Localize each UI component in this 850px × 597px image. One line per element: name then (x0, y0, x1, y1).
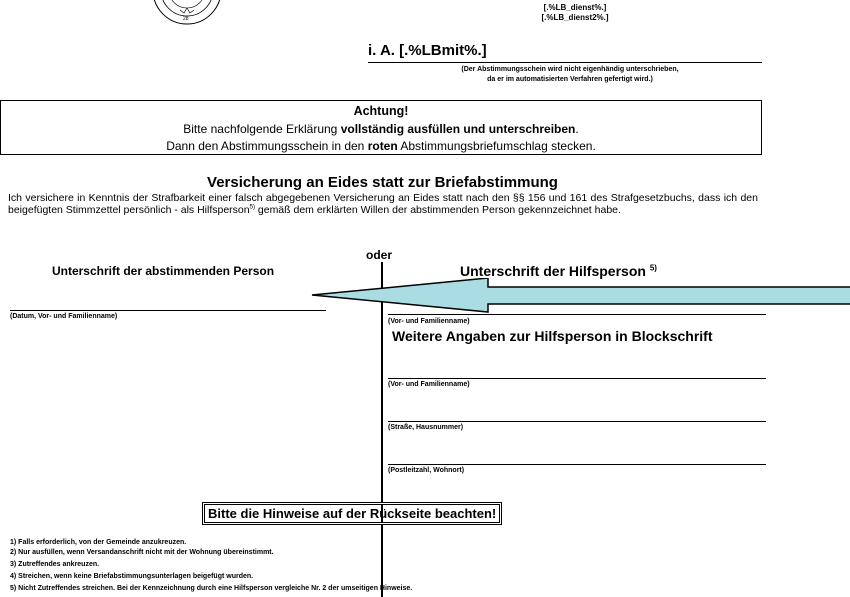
ia-note-line-1: (Der Abstimmungsschein wird nicht eigenhändig unterschrieben, (461, 66, 679, 73)
ia-signature: i. A. [.%LBmit%.] (368, 42, 487, 59)
declaration-title: Versicherung an Eides statt zur Briefabstimmung (207, 174, 558, 191)
achtung-line-3-post: Abstimmungsbriefumschlag stecken. (397, 139, 596, 153)
helper-street-caption: (Straße, Hausnummer) (388, 424, 464, 431)
achtung-box (0, 100, 762, 155)
notice-reverse-side: Bitte die Hinweise auf der Rückseite beachten! (204, 504, 500, 523)
voter-signature-caption: (Datum, Vor- und Familienname) (10, 313, 118, 320)
ia-signature-line (368, 62, 762, 63)
dienst-placeholder-2: [.%LB_dienst2%.] (541, 13, 609, 22)
signature-voter-label: Unterschrift der abstimmenden Person (51, 264, 275, 278)
dienst-placeholder-1: [.%LB_dienst%.] (543, 3, 607, 12)
signature-helper-footnote-ref: 5) (649, 263, 657, 273)
achtung-line-2-pre: Bitte nachfolgende Erklärung (183, 122, 341, 136)
footnote-3: 3) Zutreffendes ankreuzen. (10, 561, 100, 568)
footnote-5: 5) Nicht Zutreffendes streichen. Bei der Kennzeichnung durch eine Hilfsperson vergleiche Nr. 2 der umseitigen Hinweise. (10, 585, 413, 592)
achtung-line-2-post: . (575, 122, 579, 136)
ia-note (400, 65, 740, 85)
helper-details-title: Weitere Angaben zur Hilfsperson in Blockschrift (392, 328, 713, 344)
signature-helper-label-text: Unterschrift der Hilfsperson (460, 263, 646, 279)
footnote-2: 2) Nur ausfüllen, wenn Versandanschrift nicht mit der Wohnung übereinstimmt. (10, 549, 274, 556)
oder-label: oder (366, 248, 393, 262)
achtung-line-2 (1, 122, 761, 136)
achtung-line-3 (1, 139, 761, 153)
ia-note-line-2: da er im automatisierten Verfahren gefertigt wird.) (487, 76, 653, 83)
declaration-text-pre: Ich versichere in Kenntnis der Strafbarkeit einer falsch abgegebenen Versicherung an Eides statt nach den §§ 156 und 161 des Strafgesetzbuchs, dass ich den beigefügten Stimmzettel persönlich - als Hilfsperson (8, 192, 758, 216)
left-arrow-icon (310, 278, 850, 314)
achtung-title: Achtung! (353, 104, 409, 118)
helper-signature-caption: (Vor- und Familienname) (388, 318, 470, 325)
achtung-line-3-pre: Dann den Abstimmungsschein in den (166, 139, 368, 153)
signature-helper-label (460, 263, 657, 279)
helper-street-line[interactable] (388, 421, 766, 422)
voter-signature-line[interactable] (10, 310, 326, 311)
declaration-text-post: gemäß dem erklärten Willen der abstimmenden Person gekennzeichnet habe. (254, 204, 621, 216)
municipal-seal (150, 0, 224, 26)
helper-name-caption: (Vor- und Familienname) (388, 381, 470, 388)
footnote-4: 4) Streichen, wenn keine Briefabstimmungsunterlagen beigefügt wurden. (10, 573, 254, 580)
declaration-footnote-ref: 5) (249, 204, 255, 211)
footnote-1: 1) Falls erforderlich, von der Gemeinde anzukreuzen. (10, 539, 187, 546)
helper-name-line[interactable] (388, 378, 766, 379)
achtung-line-3-bold: roten (367, 139, 398, 153)
seal-number: 28 (183, 16, 189, 22)
helper-city-line[interactable] (388, 464, 766, 465)
helper-city-caption: (Postleitzahl, Wohnort) (388, 467, 465, 474)
declaration-text (8, 192, 758, 216)
helper-signature-line[interactable] (388, 314, 766, 315)
achtung-line-2-bold: vollständig ausfüllen und unterschreiben (340, 122, 576, 136)
